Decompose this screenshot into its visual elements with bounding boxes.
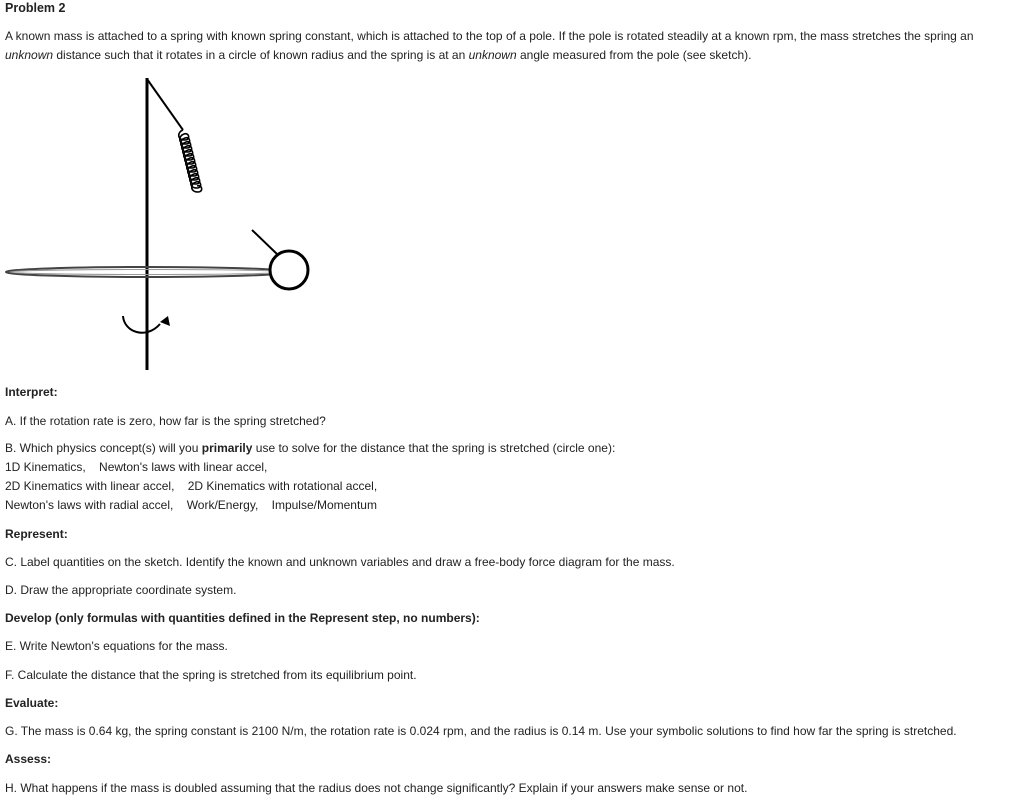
spring-lower-rod xyxy=(252,230,278,255)
question-h: H. What happens if the mass is doubled assuming that the radius does not change significantly? Explain if your answers make sense or not. xyxy=(5,781,748,795)
rotation-arrow-head xyxy=(160,316,170,326)
develop-heading: Develop (only formulas with quantities defined in the Represent step, no numbers): xyxy=(5,611,480,625)
question-e: E. Write Newton's equations for the mass. xyxy=(5,639,228,653)
represent-heading: Represent: xyxy=(5,527,68,541)
intro-unknown-2: unknown xyxy=(468,48,517,62)
intro-unknown-1: unknown xyxy=(5,48,54,62)
question-b xyxy=(5,440,615,456)
question-f: F. Calculate the distance that the spring is stretched from its equilibrium point. xyxy=(5,668,417,682)
sketch-diagram xyxy=(0,70,330,375)
options-row-3: Newton's laws with radial accel, Work/Energy, Impulse/Momentum xyxy=(5,498,377,512)
spring-upper-rod xyxy=(147,79,183,130)
question-b-post: use to solve for the distance that the spring is stretched (circle one): xyxy=(252,441,616,455)
interpret-heading: Interpret: xyxy=(5,385,58,399)
intro-text-2: angle measured from the pole (see sketch). xyxy=(516,48,752,62)
mass xyxy=(270,251,308,289)
rotation-arrow xyxy=(123,316,160,333)
intro-text-1: distance such that it rotates in a circle of known radius and the spring is at an xyxy=(53,48,469,62)
intro-line-1: A known mass is attached to a spring with known spring constant, which is attached to the top of a pole. If the pole is rotated steadily at a known rpm, the mass stretches the spring an xyxy=(5,29,974,43)
question-b-pre: B. Which physics concept(s) will you xyxy=(5,441,202,455)
evaluate-heading: Evaluate: xyxy=(5,696,59,710)
assess-heading: Assess: xyxy=(5,752,52,766)
question-c: C. Label quantities on the sketch. Identify the known and unknown variables and draw a free-body force diagram for the mass. xyxy=(5,555,675,569)
intro-line-2 xyxy=(5,47,751,63)
problem-title: Problem 2 xyxy=(5,1,66,15)
question-g: G. The mass is 0.64 kg, the spring constant is 2100 N/m, the rotation rate is 0.024 rpm, and the radius is 0.14 m. Use your symbolic solutions to find how far the spring is stretched. xyxy=(5,724,957,738)
spring-coil xyxy=(179,130,202,192)
options-row-1: 1D Kinematics, Newton's laws with linear accel, xyxy=(5,460,268,474)
question-b-bold: primarily xyxy=(201,441,253,455)
options-row-2: 2D Kinematics with linear accel, 2D Kinematics with rotational accel, xyxy=(5,479,378,493)
question-a: A. If the rotation rate is zero, how far is the spring stretched? xyxy=(5,414,326,428)
question-d: D. Draw the appropriate coordinate system. xyxy=(5,583,237,597)
